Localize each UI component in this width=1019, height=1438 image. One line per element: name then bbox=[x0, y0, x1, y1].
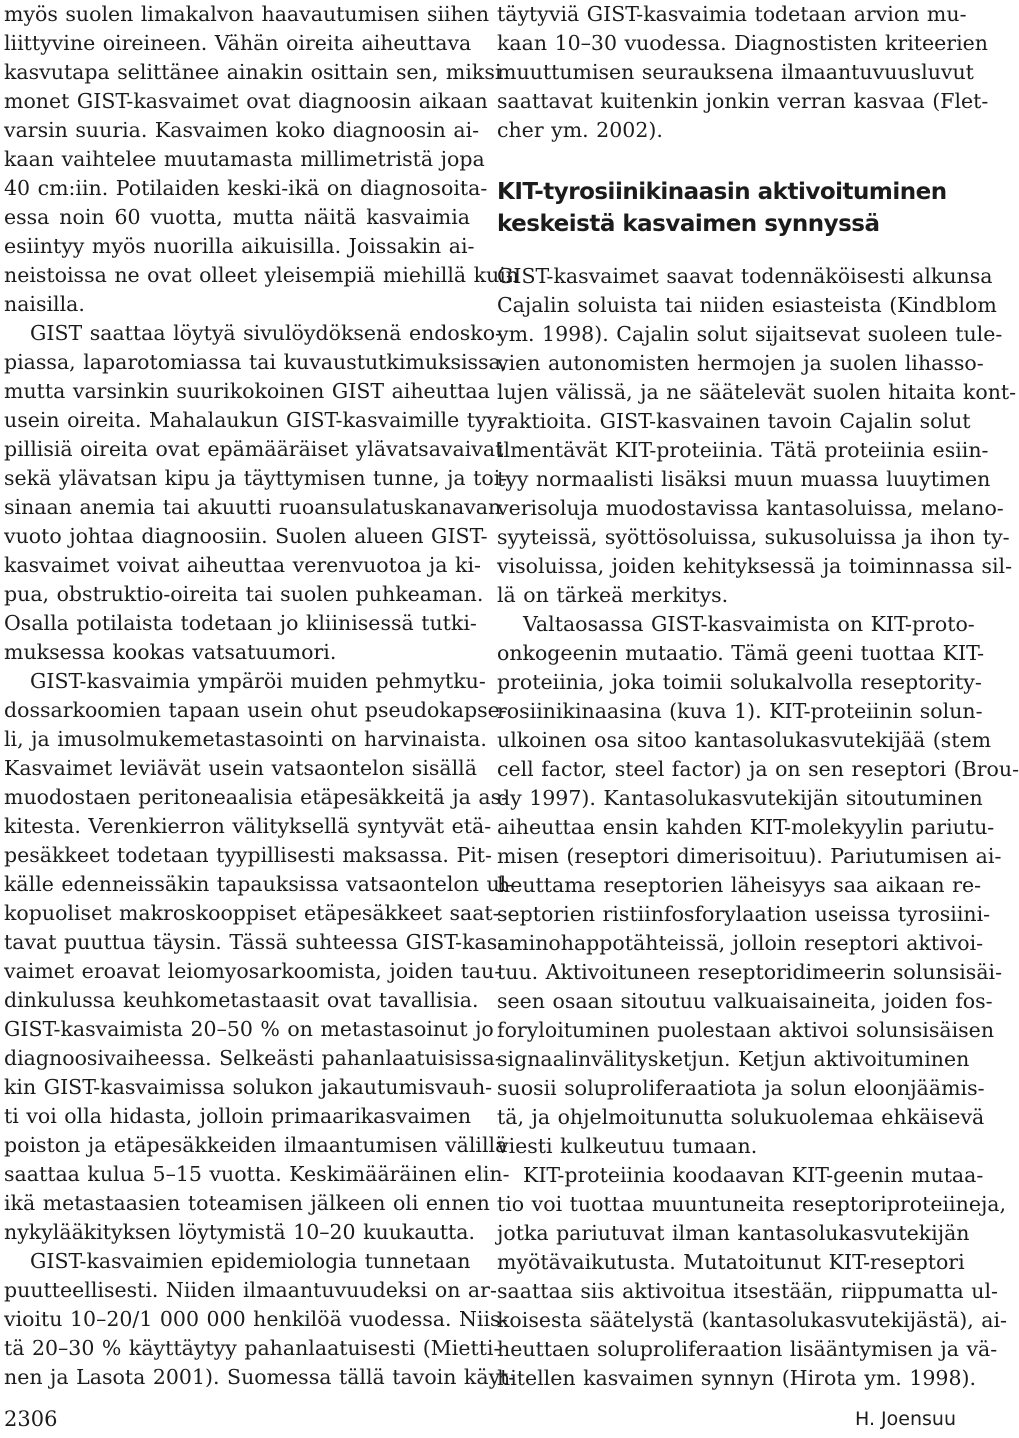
text-line: täytyviä GIST-kasvaimia todetaan arvion mu- bbox=[497, 2, 967, 26]
text-line: dossarkoomien tapaan usein ohut pseudokapse- bbox=[4, 698, 507, 722]
text-line: pesäkkeet todetaan tyypillisesti maksassa. Pit- bbox=[4, 843, 492, 867]
running-footer-author: H. Joensuu bbox=[855, 1408, 956, 1430]
text-line: GIST-kasvaimet saavat todennäköisesti alkunsa bbox=[497, 264, 993, 288]
text-line: Cajalin soluista tai niiden esiasteista (Kindblom bbox=[497, 293, 997, 317]
text-line: Osalla potilaista todetaan jo kliinisessä tutki- bbox=[4, 611, 477, 635]
text-line: neistoissa ne ovat olleet yleisempiä miehillä kuin bbox=[4, 263, 520, 287]
section-heading-line: KIT-tyrosiinikinaasin aktivoituminen bbox=[497, 179, 947, 205]
text-line: foryloituminen puolestaan aktivoi solunsisäisen bbox=[497, 1018, 995, 1042]
text-line: monet GIST-kasvaimet ovat diagnoosin aikaan bbox=[4, 89, 488, 113]
page-number: 2306 bbox=[4, 1407, 58, 1431]
text-line: septorien ristiinfosforylaation useissa tyrosiini- bbox=[497, 902, 991, 926]
text-line: hitellen kasvaimen synnyn (Hirota ym. 1998). bbox=[497, 1366, 977, 1390]
text-line: essa noin 60 vuotta, mutta näitä kasvaimia bbox=[4, 205, 470, 229]
text-line: nen ja Lasota 2001). Suomessa tällä tavoin käyt- bbox=[4, 1365, 516, 1389]
text-line: kasvutapa selittänee ainakin osittain sen, miksi bbox=[4, 60, 502, 84]
right-body-text bbox=[497, 262, 1019, 1393]
text-line: kin GIST-kasvaimissa solukon jakautumisvauh- bbox=[4, 1075, 493, 1099]
text-line: kaan vaihtelee muutamasta millimetristä jopa bbox=[4, 147, 485, 171]
heading-spacer-bottom bbox=[497, 240, 963, 262]
text-line: myös suolen limakalvon haavautumisen siihen bbox=[4, 2, 490, 26]
text-line: nykylääkityksen löytymistä 10–20 kuukautta. bbox=[4, 1220, 475, 1244]
text-line: tä, ja ohjelmoitunutta solukuolemaa ehkäisevä bbox=[497, 1105, 985, 1129]
text-line: lujen välissä, ja ne säätelevät suolen hitaita kont- bbox=[497, 380, 1017, 404]
text-line: signaalinvälitysketjun. Ketjun aktivoituminen bbox=[497, 1047, 970, 1071]
left-column bbox=[4, 0, 520, 1392]
text-line: varsin suuria. Kasvaimen koko diagnoosin ai- bbox=[4, 118, 480, 142]
text-line: GIST saattaa löytyä sivulöydöksenä endosko- bbox=[30, 321, 502, 345]
text-line: viesti kulkeutuu tumaan. bbox=[497, 1134, 758, 1158]
text-line: piassa, laparotomiassa tai kuvaustutkimuksissa, bbox=[4, 350, 508, 374]
text-line: lä on tärkeä merkitys. bbox=[497, 583, 729, 607]
text-line: jotka pariutuvat ilman kantasolukasvutekijän bbox=[497, 1221, 970, 1245]
text-line: ikä metastaasien toteamisen jälkeen oli ennen bbox=[4, 1191, 490, 1215]
text-line: kaan 10–30 vuodessa. Diagnostisten kriteerien bbox=[497, 31, 988, 55]
text-line: pua, obstruktio-oireita tai suolen puhkeaman. bbox=[4, 582, 484, 606]
text-line: rosiinikinaasina (kuva 1). KIT-proteiinin solun- bbox=[497, 699, 983, 723]
text-line: 40 cm:iin. Potilaiden keski-ikä on diagnosoita- bbox=[4, 176, 488, 200]
text-line: GIST-kasvaimia ympäröi muiden pehmytku- bbox=[30, 669, 486, 693]
heading-spacer-top bbox=[497, 145, 963, 176]
text-line: sekä ylävatsan kipu ja täyttymisen tunne, ja toi- bbox=[4, 466, 508, 490]
text-line: vien autonomisten hermojen ja suolen lihasso- bbox=[497, 351, 984, 375]
text-line: ulkoinen osa sitoo kantasolukasvutekijää (stem bbox=[497, 728, 992, 752]
text-line: cell factor, steel factor) ja on sen reseptori (Brou- bbox=[497, 757, 1019, 781]
text-line: vuoto johtaa diagnoosiin. Suolen alueen GIST- bbox=[4, 524, 488, 548]
text-line: saattavat kuitenkin jonkin verran kasvaa (Flet- bbox=[497, 89, 989, 113]
text-line: raktioita. GIST-kasvainen tavoin Cajalin solut bbox=[497, 409, 971, 433]
text-line: aminohappotähteissä, jolloin reseptori aktivoi- bbox=[497, 931, 984, 955]
section-heading bbox=[497, 176, 963, 240]
right-column bbox=[497, 0, 1019, 1393]
text-line: heuttaen soluproliferaation lisääntymisen ja vä- bbox=[497, 1337, 998, 1361]
text-line: naisilla. bbox=[4, 292, 85, 316]
text-line: tio voi tuottaa muuntuneita reseptoriproteiineja, bbox=[497, 1192, 1007, 1216]
text-line: ilmentävät KIT-proteiinia. Tätä proteiinia esiin- bbox=[497, 438, 989, 462]
text-line: sinaan anemia tai akuutti ruoansulatuskanavan bbox=[4, 495, 502, 519]
text-line: tä 20–30 % käyttäytyy pahanlaatuisesti (Mietti- bbox=[4, 1336, 501, 1360]
text-line: kitesta. Verenkierron välityksellä syntyvät etä- bbox=[4, 814, 492, 838]
text-line: esiintyy myös nuorilla aikuisilla. Joissakin ai- bbox=[4, 234, 475, 258]
text-line: mutta varsinkin suurikokoinen GIST aiheuttaa bbox=[4, 379, 490, 403]
text-line: li, ja imusolmukemetastasointi on harvinaista. bbox=[4, 727, 487, 751]
text-line: pillisiä oireita ovat epämääräiset ylävatsavaivat bbox=[4, 437, 504, 461]
text-line: liittyvine oireineen. Vähän oireita aiheuttava bbox=[4, 31, 472, 55]
text-line: visoluissa, joiden kehityksessä ja toiminnassa sil- bbox=[497, 554, 1013, 578]
text-line: poiston ja etäpesäkkeiden ilmaantumisen välillä bbox=[4, 1133, 508, 1157]
text-line: diagnoosivaiheessa. Selkeästi pahanlaatuisissa- bbox=[4, 1046, 502, 1070]
text-line: saattaa kulua 5–15 vuotta. Keskimääräinen elin- bbox=[4, 1162, 510, 1186]
text-line: tyy normaalisti lisäksi muun muassa luuytimen bbox=[497, 467, 991, 491]
text-line: saattaa siis aktivoitua itsestään, riippumatta ul- bbox=[497, 1279, 998, 1303]
text-line: usein oireita. Mahalaukun GIST-kasvaimille tyy- bbox=[4, 408, 506, 432]
text-line: syyteissä, syöttösoluissa, sukusoluissa ja ihon ty- bbox=[497, 525, 1010, 549]
text-line: misen (reseptori dimerisoituu). Pariutumisen ai- bbox=[497, 844, 1002, 868]
text-line: ti voi olla hidasta, jolloin primaarikasvaimen bbox=[4, 1104, 472, 1128]
text-line: onkogeenin mutaatio. Tämä geeni tuottaa KIT- bbox=[497, 641, 985, 665]
text-line: GIST-kasvaimista 20–50 % on metastasoinut jo bbox=[4, 1017, 494, 1041]
text-line: tuu. Aktivoituneen reseptoridimeerin solunsisäi- bbox=[497, 960, 1003, 984]
text-line: muodostaen peritoneaalisia etäpesäkkeitä ja as- bbox=[4, 785, 509, 809]
right-intro-paragraph bbox=[497, 0, 989, 145]
text-line: seen osaan sitoutuu valkuaisaineita, joiden fos- bbox=[497, 989, 993, 1013]
text-line: källe edenneissäkin tapauksissa vatsaontelon ul- bbox=[4, 872, 514, 896]
text-line: heuttama reseptorien läheisyys saa aikaan re- bbox=[497, 873, 981, 897]
text-line: Kasvaimet leviävät usein vatsaontelon sisällä bbox=[4, 756, 477, 780]
text-line: koisesta säätelystä (kantasolukasvutekijästä), ai- bbox=[497, 1308, 1007, 1332]
text-line: vaimet eroavat leiomyosarkoomista, joiden tau- bbox=[4, 959, 502, 983]
text-line: tavat puuttua täysin. Tässä suhteessa GIST-kas- bbox=[4, 930, 505, 954]
text-line: GIST-kasvaimien epidemiologia tunnetaan bbox=[30, 1249, 471, 1273]
text-line: myötävaikutusta. Mutatoitunut KIT-reseptori bbox=[497, 1250, 965, 1274]
text-line: dinkulussa keuhkometastaasit ovat tavallisia. bbox=[4, 988, 479, 1012]
text-line: Valtaosassa GIST-kasvaimista on KIT-proto- bbox=[523, 612, 975, 636]
text-line: dy 1997). Kantasolukasvutekijän sitoutuminen bbox=[497, 786, 983, 810]
text-line: cher ym. 2002). bbox=[497, 118, 663, 142]
text-line: suosii soluproliferaatiota ja solun eloonjäämis- bbox=[497, 1076, 985, 1100]
text-line: vioitu 10–20/1 000 000 henkilöä vuodessa. Niis- bbox=[4, 1307, 508, 1331]
section-heading-line: keskeistä kasvaimen synnyssä bbox=[497, 211, 880, 237]
text-line: proteiinia, joka toimii solukalvolla reseptority- bbox=[497, 670, 982, 694]
text-line: muuttumisen seurauksena ilmaantuvuusluvut bbox=[497, 60, 974, 84]
text-line: verisoluja muodostavissa kantasoluissa, melano- bbox=[497, 496, 1004, 520]
text-line: kasvaimet voivat aiheuttaa verenvuotoa ja ki- bbox=[4, 553, 481, 577]
text-line: puutteellisesti. Niiden ilmaantuvuudeksi on ar- bbox=[4, 1278, 497, 1302]
text-line: KIT-proteiinia koodaavan KIT-geenin mutaa- bbox=[523, 1163, 984, 1187]
text-line: aiheuttaa ensin kahden KIT-molekyylin pariutu- bbox=[497, 815, 995, 839]
text-line: ym. 1998). Cajalin solut sijaitsevat suoleen tule- bbox=[497, 322, 1003, 346]
text-line: muksessa kookas vatsatuumori. bbox=[4, 640, 337, 664]
text-line: kopuoliset makroskooppiset etäpesäkkeet saat- bbox=[4, 901, 500, 925]
